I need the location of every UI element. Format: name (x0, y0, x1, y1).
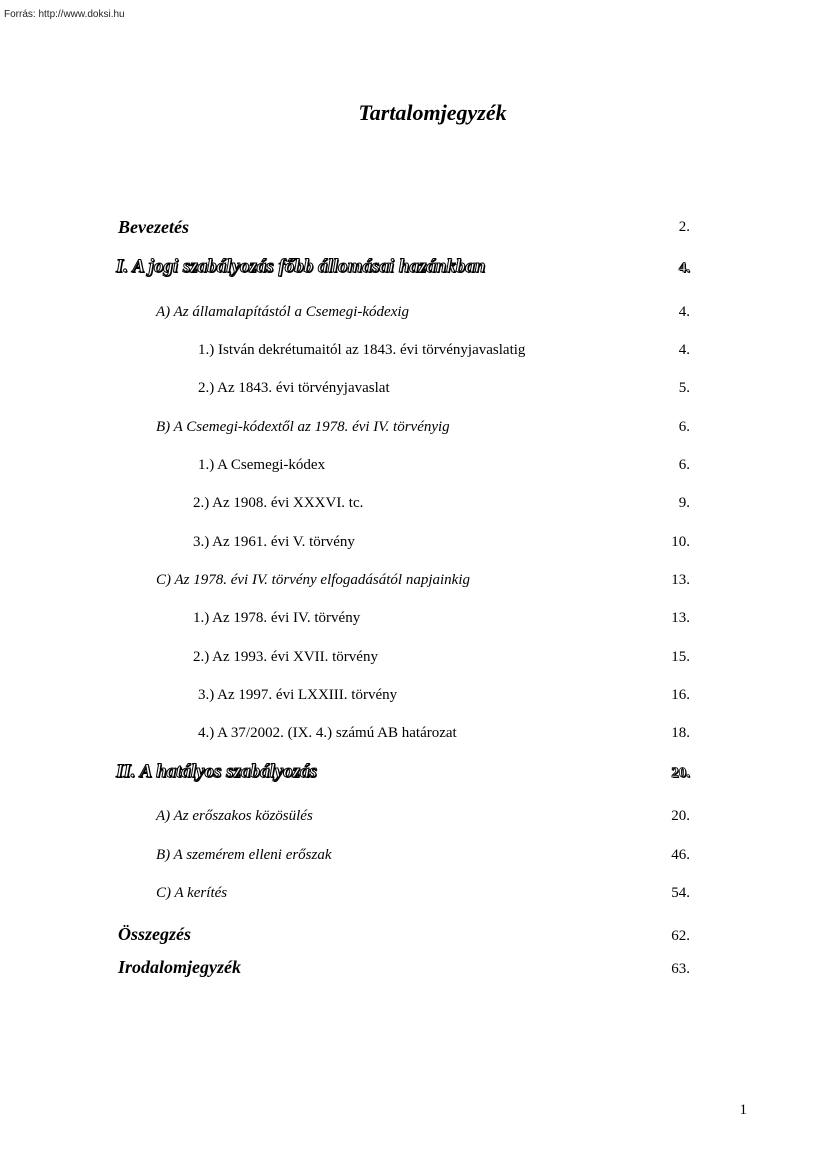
toc-entry-b1-1[interactable] (0, 457, 827, 481)
toc-entry-label: C) Az 1978. évi IV. törvény elfogadásától napjainkig (156, 572, 470, 588)
toc-entry-label: 2.) Az 1843. évi törvényjavaslat (198, 380, 390, 396)
toc-entry-label: 1.) A Csemegi-kódex (198, 457, 326, 473)
toc-entry-part-1[interactable] (0, 256, 827, 280)
toc-entry-page: 6. (678, 457, 690, 473)
toc-entry-page: 6. (678, 419, 690, 435)
toc-entry-b1-2[interactable] (0, 495, 827, 519)
toc-entry-b1-3[interactable] (0, 534, 827, 558)
toc-entry-a2[interactable] (0, 808, 827, 832)
toc-entry-label: 4.) A 37/2002. (IX. 4.) számú AB határozat (198, 725, 457, 741)
toc-entry-page: 4. (678, 260, 690, 276)
toc-entry-label: 2.) Az 1993. évi XVII. törvény (193, 649, 378, 665)
page-number: 1 (739, 1102, 747, 1118)
toc-entry-c1-1[interactable] (0, 610, 827, 634)
toc-entry-label: B) A szemérem elleni erőszak (156, 847, 332, 863)
toc-entry-label: Irodalomjegyzék (118, 957, 241, 977)
toc-entry-label: 1.) István dekrétumaitól az 1843. évi törvényjavaslatig (198, 342, 526, 358)
toc-entry-label: C) A kerítés (156, 885, 228, 901)
toc-entry-label: B) A Csemegi-kódextől az 1978. évi IV. törvényig (156, 419, 450, 435)
toc-entry-page: 10. (671, 534, 690, 550)
toc-entry-c2[interactable] (0, 885, 827, 909)
source-note: Forrás: http://www.doksi.hu (4, 9, 125, 20)
toc-entry-page: 20. (671, 765, 690, 781)
toc-entry-label: 2.) Az 1908. évi XXXVI. tc. (193, 495, 364, 511)
toc-entry-label: 3.) Az 1961. évi V. törvény (193, 534, 355, 550)
toc-entry-bevezetes[interactable] (0, 217, 827, 241)
page-title: Tartalomjegyzék (358, 100, 507, 125)
toc-entry-c1-3[interactable] (0, 687, 827, 711)
toc-entry-page: 54. (671, 885, 690, 901)
toc-entry-page: 63. (671, 961, 690, 977)
toc-entry-page: 18. (671, 725, 690, 741)
toc-entry-label: 1.) Az 1978. évi IV. törvény (193, 610, 361, 626)
toc-entry-label: II. A hatályos szabályozás (116, 761, 317, 782)
toc-entry-page: 2. (678, 219, 690, 235)
toc-entry-label: 3.) Az 1997. évi LXXIII. törvény (198, 687, 398, 703)
toc-entry-a1[interactable] (0, 304, 827, 328)
toc-entry-a1-2[interactable] (0, 380, 827, 404)
toc-entry-part-2[interactable] (0, 761, 827, 785)
toc-entry-b2[interactable] (0, 847, 827, 871)
toc-entry-label: Összegzés (118, 924, 192, 944)
toc-entry-irodalomjegyzek[interactable] (0, 957, 827, 981)
toc-entry-page: 62. (671, 928, 690, 944)
toc-entry-page: 4. (678, 342, 690, 358)
toc-entry-label: I. A jogi szabályozás főbb állomásai hazánkban (116, 256, 486, 277)
toc-entry-page: 16. (671, 687, 690, 703)
toc-entry-b1[interactable] (0, 419, 827, 443)
toc-entry-c1-2[interactable] (0, 649, 827, 673)
toc-entry-page: 5. (678, 380, 690, 396)
toc-entry-page: 9. (678, 495, 690, 511)
toc-entry-page: 46. (671, 847, 690, 863)
toc-entry-label: A) Az államalapítástól a Csemegi-kódexig (156, 304, 410, 320)
toc-entry-label: A) Az erőszakos közösülés (156, 808, 313, 824)
toc-entry-c1[interactable] (0, 572, 827, 596)
toc-entry-a1-1[interactable] (0, 342, 827, 366)
toc-entry-c1-4[interactable] (0, 725, 827, 749)
toc-entry-page: 13. (671, 610, 690, 626)
toc-entry-osszegzes[interactable] (0, 924, 827, 948)
toc-entry-page: 13. (671, 572, 690, 588)
toc-entry-page: 20. (671, 808, 690, 824)
toc-entry-label: Bevezetés (118, 217, 189, 237)
toc-entry-page: 15. (671, 649, 690, 665)
toc-entry-page: 4. (678, 304, 690, 320)
